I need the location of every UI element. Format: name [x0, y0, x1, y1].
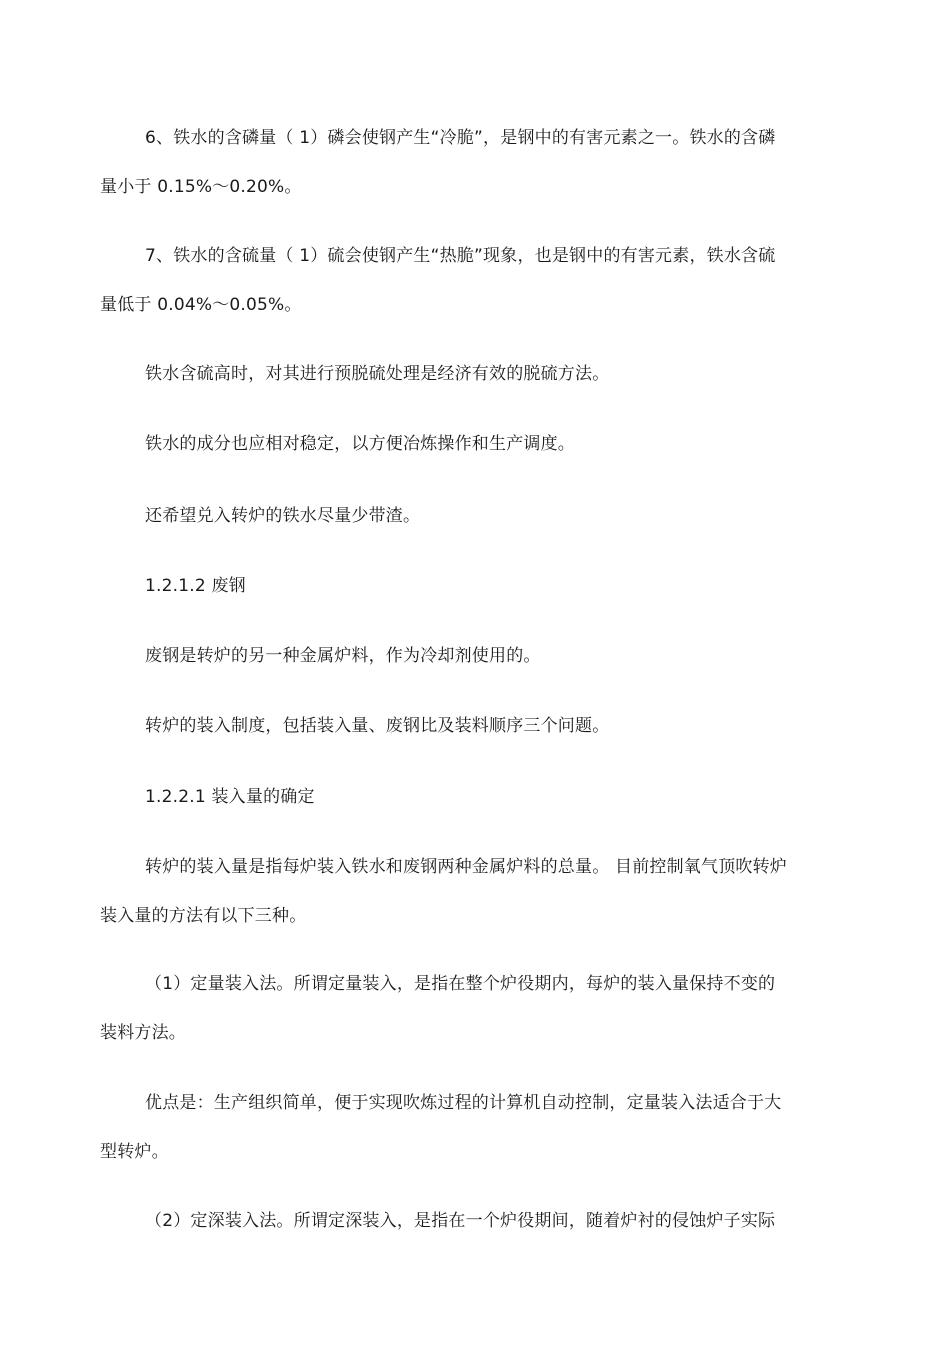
section-heading: 1.2.2.1 装入量的确定	[145, 787, 315, 807]
text-line: 转炉的装入量是指每炉装入铁水和废钢两种金属炉料的总量。 目前控制氧气顶吹转炉	[145, 857, 788, 877]
text-line: （2）定深装入法。所谓定深装入，是指在一个炉役期间，随着炉衬的侵蚀炉子实际	[145, 1211, 776, 1231]
text-line: 铁水的成分也应相对稳定，以方便冶炼操作和生产调度。	[145, 434, 575, 454]
section-heading: 1.2.1.2 废钢	[145, 576, 246, 596]
text-line: 6、铁水的含磷量（ 1）磷会使钢产生“冷脆”，是钢中的有害元素之一。铁水的含磷	[145, 128, 776, 148]
text-line: 型转炉。	[100, 1142, 169, 1162]
text-line: 转炉的装入制度，包括装入量、废钢比及装料顺序三个问题。	[145, 716, 610, 736]
text-line: 7、铁水的含硫量（ 1）硫会使钢产生“热脆”现象，也是钢中的有害元素，铁水含硫	[145, 246, 776, 266]
text-line: （1）定量装入法。所谓定量装入，是指在整个炉役期内，每炉的装入量保持不变的	[145, 974, 776, 994]
text-line: 装料方法。	[100, 1023, 186, 1043]
text-line: 量小于 0.15%～0.20%。	[100, 177, 302, 197]
text-line: 量低于 0.04%～0.05%。	[100, 295, 302, 315]
text-line: 装入量的方法有以下三种。	[100, 906, 307, 926]
text-line: 铁水含硫高时，对其进行预脱硫处理是经济有效的脱硫方法。	[145, 364, 610, 384]
text-line: 还希望兑入转炉的铁水尽量少带渣。	[145, 506, 421, 526]
text-line: 废钢是转炉的另一种金属炉料，作为冷却剂使用的。	[145, 646, 541, 666]
text-line: 优点是：生产组织简单，便于实现吹炼过程的计算机自动控制，定量装入法适合于大	[145, 1093, 782, 1113]
